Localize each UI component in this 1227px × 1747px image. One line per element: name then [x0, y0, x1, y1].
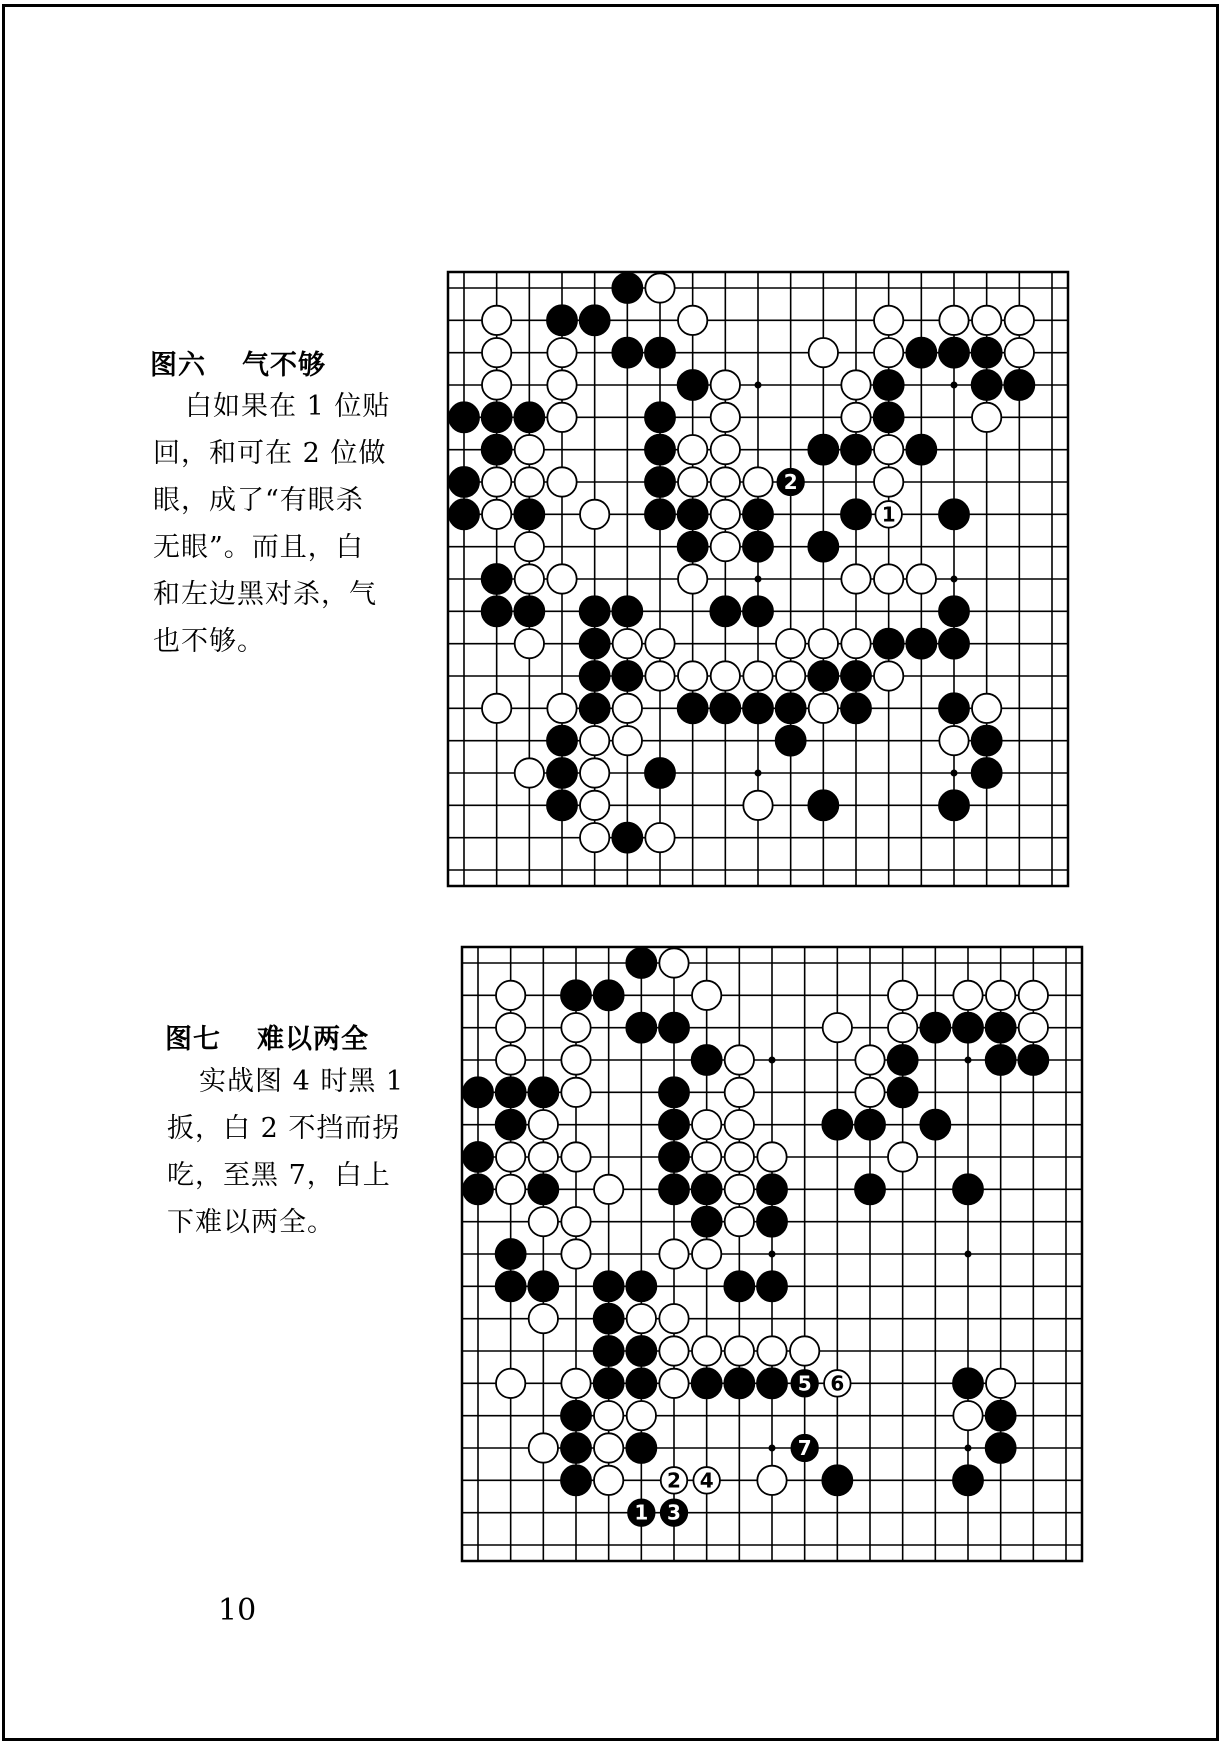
black-stone — [888, 1077, 918, 1107]
black-stone — [626, 948, 656, 978]
black-stone — [547, 305, 577, 335]
white-stone — [953, 1401, 982, 1430]
figure-7-caption — [165, 1017, 369, 1056]
black-stone — [939, 596, 969, 626]
black-stone — [580, 661, 610, 691]
text-line: 下难以两全。 — [167, 1207, 335, 1238]
white-stone — [659, 948, 688, 977]
white-stone — [874, 467, 903, 496]
black-stone — [496, 1239, 526, 1269]
black-stone — [561, 1401, 591, 1431]
white-stone — [561, 1045, 590, 1074]
white-stone — [580, 726, 609, 755]
star-point — [769, 1251, 776, 1258]
white-stone — [725, 1142, 754, 1171]
black-stone — [906, 338, 936, 368]
white-stone — [594, 1433, 623, 1462]
black-stone — [645, 402, 675, 432]
white-stone — [482, 467, 511, 496]
black-stone — [612, 338, 642, 368]
black-stone — [906, 629, 936, 659]
black-stone — [514, 402, 544, 432]
black-stone — [678, 370, 708, 400]
white-stone — [561, 1013, 590, 1042]
white-stone — [659, 1239, 688, 1268]
black-stone — [808, 532, 838, 562]
figure-7-label: 图七 — [165, 1024, 221, 1055]
white-stone — [678, 435, 707, 464]
white-stone — [515, 435, 544, 464]
black-stone — [482, 435, 512, 465]
white-stone — [482, 500, 511, 529]
black-stone — [822, 1465, 852, 1495]
black-stone — [659, 1013, 689, 1043]
white-stone — [515, 467, 544, 496]
white-stone — [692, 1110, 721, 1139]
black-stone — [986, 1401, 1016, 1431]
star-point — [951, 576, 958, 583]
white-stone — [907, 564, 936, 593]
black-stone — [626, 1433, 656, 1463]
white-stone — [496, 1175, 525, 1204]
black-stone — [1004, 370, 1034, 400]
black-stone — [692, 1207, 722, 1237]
black-stone — [757, 1368, 787, 1398]
white-stone — [743, 791, 772, 820]
white-stone — [711, 532, 740, 561]
white-stone — [711, 467, 740, 496]
black-stone — [874, 629, 904, 659]
white-stone — [529, 1110, 558, 1139]
text-line: 吃，至黑 7，白上 — [167, 1160, 391, 1191]
black-stone — [743, 693, 773, 723]
white-stone — [1005, 306, 1034, 335]
white-stone — [841, 629, 870, 658]
white-stone — [482, 306, 511, 335]
black-stone — [594, 1271, 624, 1301]
white-stone — [482, 338, 511, 367]
white-stone — [692, 1142, 721, 1171]
black-stone — [482, 564, 512, 594]
white-stone — [874, 435, 903, 464]
white-stone — [529, 1207, 558, 1236]
white-stone — [496, 1013, 525, 1042]
white-stone — [888, 981, 917, 1010]
black-stone — [678, 532, 708, 562]
black-stone — [463, 1142, 493, 1172]
black-stone — [580, 693, 610, 723]
black-stone — [855, 1110, 885, 1140]
white-stone — [986, 981, 1015, 1010]
white-stone — [725, 1078, 754, 1107]
star-point — [769, 1445, 776, 1452]
black-stone — [953, 1013, 983, 1043]
black-stone — [874, 402, 904, 432]
move-number-label: 4 — [699, 1468, 714, 1493]
white-stone — [939, 726, 968, 755]
black-stone — [449, 467, 479, 497]
white-stone — [659, 1369, 688, 1398]
black-stone — [482, 402, 512, 432]
go-board-figure-6 — [444, 268, 1072, 890]
black-stone — [645, 435, 675, 465]
white-stone — [809, 694, 838, 723]
white-stone — [515, 564, 544, 593]
white-stone — [711, 370, 740, 399]
black-stone — [496, 1271, 526, 1301]
white-stone — [874, 306, 903, 335]
white-stone — [776, 661, 805, 690]
black-stone — [659, 1110, 689, 1140]
black-stone — [841, 661, 871, 691]
white-stone — [972, 306, 1001, 335]
black-stone — [743, 532, 773, 562]
white-stone — [809, 629, 838, 658]
star-point — [965, 1445, 972, 1452]
white-stone — [561, 1369, 590, 1398]
white-stone — [809, 338, 838, 367]
white-stone — [692, 981, 721, 1010]
black-stone — [528, 1271, 558, 1301]
black-stone — [939, 790, 969, 820]
black-stone — [743, 596, 773, 626]
white-stone — [594, 1175, 623, 1204]
black-stone — [626, 1336, 656, 1366]
black-stone — [939, 499, 969, 529]
white-stone — [725, 1110, 754, 1139]
white-stone — [529, 1433, 558, 1462]
black-stone — [1018, 1045, 1048, 1075]
white-stone — [613, 726, 642, 755]
white-stone — [855, 1078, 884, 1107]
black-stone — [757, 1271, 787, 1301]
white-stone — [986, 1369, 1015, 1398]
white-stone — [515, 758, 544, 787]
white-stone — [482, 370, 511, 399]
black-stone — [724, 1271, 754, 1301]
black-stone — [972, 370, 1002, 400]
white-stone — [515, 532, 544, 561]
white-stone — [496, 1369, 525, 1398]
white-stone — [561, 1207, 590, 1236]
star-point — [965, 1057, 972, 1064]
white-stone — [757, 1466, 786, 1495]
black-stone — [561, 1465, 591, 1495]
text-line: 也不够。 — [153, 626, 265, 657]
black-stone — [594, 1368, 624, 1398]
white-stone — [547, 370, 576, 399]
go-board-figure-7 — [458, 943, 1086, 1565]
white-stone — [776, 629, 805, 658]
white-stone — [841, 403, 870, 432]
black-stone — [463, 1174, 493, 1204]
figure-7-text — [167, 1058, 404, 1246]
black-stone — [776, 693, 806, 723]
white-stone — [594, 1466, 623, 1495]
black-stone — [659, 1142, 689, 1172]
white-stone — [939, 306, 968, 335]
move-number-label: 1 — [881, 502, 896, 527]
black-stone — [939, 693, 969, 723]
white-stone — [1005, 338, 1034, 367]
white-stone — [529, 1304, 558, 1333]
white-stone — [547, 564, 576, 593]
figure-7-title: 难以两全 — [257, 1024, 369, 1055]
white-stone — [757, 1336, 786, 1365]
black-stone — [743, 499, 773, 529]
white-stone — [613, 694, 642, 723]
white-stone — [580, 500, 609, 529]
white-stone — [627, 1304, 656, 1333]
black-stone — [841, 693, 871, 723]
black-stone — [547, 790, 577, 820]
white-stone — [645, 629, 674, 658]
white-stone — [888, 1013, 917, 1042]
white-stone — [888, 1142, 917, 1171]
move-number-label: 6 — [830, 1371, 845, 1396]
white-stone — [627, 1401, 656, 1430]
page-number: 10 — [218, 1593, 257, 1628]
white-stone — [580, 791, 609, 820]
black-stone — [547, 726, 577, 756]
star-point — [755, 770, 762, 777]
star-point — [965, 1251, 972, 1258]
black-stone — [920, 1110, 950, 1140]
white-stone — [725, 1207, 754, 1236]
black-stone — [920, 1013, 950, 1043]
black-stone — [645, 338, 675, 368]
white-stone — [547, 403, 576, 432]
black-stone — [594, 980, 624, 1010]
text-line: 白如果在 1 位贴 — [185, 391, 391, 422]
white-stone — [645, 661, 674, 690]
white-stone — [725, 1336, 754, 1365]
black-stone — [594, 1336, 624, 1366]
white-stone — [678, 661, 707, 690]
black-stone — [496, 1110, 526, 1140]
star-point — [755, 576, 762, 583]
text-line: 扳，白 2 不挡而拐 — [167, 1113, 401, 1144]
white-stone — [711, 661, 740, 690]
black-stone — [612, 661, 642, 691]
white-stone — [757, 1142, 786, 1171]
figure-6-caption — [150, 343, 326, 382]
black-stone — [953, 1174, 983, 1204]
black-stone — [678, 499, 708, 529]
black-stone — [692, 1368, 722, 1398]
white-stone — [972, 403, 1001, 432]
black-stone — [449, 499, 479, 529]
black-stone — [514, 596, 544, 626]
white-stone — [659, 1304, 688, 1333]
white-stone — [841, 370, 870, 399]
white-stone — [561, 1142, 590, 1171]
white-stone — [561, 1078, 590, 1107]
white-stone — [874, 338, 903, 367]
move-number-label: 2 — [783, 470, 798, 494]
white-stone — [711, 435, 740, 464]
move-number-label: 7 — [797, 1436, 812, 1460]
white-stone — [678, 306, 707, 335]
black-stone — [986, 1045, 1016, 1075]
black-stone — [855, 1174, 885, 1204]
move-number-label: 5 — [797, 1371, 812, 1396]
text-line: 和左边黑对杀，气 — [153, 579, 377, 610]
black-stone — [612, 823, 642, 853]
white-stone — [547, 338, 576, 367]
black-stone — [972, 338, 1002, 368]
black-stone — [808, 435, 838, 465]
white-stone — [711, 403, 740, 432]
white-stone — [972, 694, 1001, 723]
black-stone — [906, 435, 936, 465]
white-stone — [953, 981, 982, 1010]
white-stone — [659, 1336, 688, 1365]
white-stone — [645, 273, 674, 302]
white-stone — [1019, 1013, 1048, 1042]
black-stone — [645, 467, 675, 497]
white-stone — [678, 467, 707, 496]
black-stone — [939, 629, 969, 659]
black-stone — [692, 1045, 722, 1075]
white-stone — [482, 694, 511, 723]
white-stone — [580, 823, 609, 852]
black-stone — [626, 1013, 656, 1043]
black-stone — [659, 1077, 689, 1107]
star-point — [769, 1057, 776, 1064]
move-number-label: 2 — [667, 1468, 681, 1493]
black-stone — [757, 1174, 787, 1204]
black-stone — [612, 273, 642, 303]
black-stone — [594, 1304, 624, 1334]
black-stone — [580, 596, 610, 626]
move-number-label: 3 — [667, 1500, 681, 1525]
white-stone — [561, 1239, 590, 1268]
white-stone — [529, 1142, 558, 1171]
white-stone — [496, 1142, 525, 1171]
black-stone — [808, 790, 838, 820]
white-stone — [613, 629, 642, 658]
black-stone — [841, 499, 871, 529]
move-number-label: 1 — [634, 1500, 649, 1525]
black-stone — [528, 1077, 558, 1107]
white-stone — [547, 694, 576, 723]
white-stone — [692, 1336, 721, 1365]
black-stone — [645, 499, 675, 529]
black-stone — [547, 758, 577, 788]
white-stone — [725, 1175, 754, 1204]
black-stone — [888, 1045, 918, 1075]
black-stone — [986, 1013, 1016, 1043]
black-stone — [482, 596, 512, 626]
black-stone — [528, 1174, 558, 1204]
star-point — [755, 382, 762, 389]
star-point — [951, 382, 958, 389]
black-stone — [612, 596, 642, 626]
white-stone — [645, 823, 674, 852]
black-stone — [939, 338, 969, 368]
black-stone — [496, 1077, 526, 1107]
star-point — [951, 770, 958, 777]
black-stone — [953, 1368, 983, 1398]
black-stone — [776, 726, 806, 756]
white-stone — [725, 1045, 754, 1074]
black-stone — [808, 661, 838, 691]
white-stone — [580, 758, 609, 787]
black-stone — [463, 1077, 493, 1107]
black-stone — [659, 1174, 689, 1204]
black-stone — [449, 402, 479, 432]
black-stone — [580, 305, 610, 335]
black-stone — [626, 1271, 656, 1301]
white-stone — [678, 564, 707, 593]
black-stone — [874, 370, 904, 400]
black-stone — [953, 1465, 983, 1495]
white-stone — [692, 1239, 721, 1268]
black-stone — [580, 629, 610, 659]
white-stone — [496, 1045, 525, 1074]
white-stone — [594, 1401, 623, 1430]
black-stone — [724, 1368, 754, 1398]
figure-6-label: 图六 — [150, 350, 206, 381]
black-stone — [678, 693, 708, 723]
white-stone — [1019, 981, 1048, 1010]
black-stone — [561, 1433, 591, 1463]
white-stone — [790, 1336, 819, 1365]
white-stone — [711, 500, 740, 529]
black-stone — [841, 435, 871, 465]
black-stone — [514, 499, 544, 529]
black-stone — [757, 1207, 787, 1237]
black-stone — [822, 1110, 852, 1140]
text-line: 实战图 4 时黑 1 — [199, 1066, 405, 1097]
black-stone — [710, 596, 740, 626]
black-stone — [645, 758, 675, 788]
white-stone — [547, 467, 576, 496]
white-stone — [855, 1045, 884, 1074]
figure-6-title: 气不够 — [242, 350, 326, 381]
white-stone — [874, 564, 903, 593]
text-line: 无眼”。而且，白 — [153, 532, 364, 563]
white-stone — [496, 981, 525, 1010]
text-line: 眼，成了“有眼杀 — [153, 485, 364, 516]
black-stone — [972, 758, 1002, 788]
white-stone — [743, 661, 772, 690]
black-stone — [692, 1174, 722, 1204]
text-line: 回，和可在 2 位做 — [153, 438, 387, 469]
white-stone — [874, 661, 903, 690]
white-stone — [743, 467, 772, 496]
black-stone — [561, 980, 591, 1010]
black-stone — [710, 693, 740, 723]
white-stone — [515, 629, 544, 658]
black-stone — [972, 726, 1002, 756]
white-stone — [841, 564, 870, 593]
black-stone — [626, 1368, 656, 1398]
figure-6-text — [153, 383, 390, 665]
white-stone — [823, 1013, 852, 1042]
black-stone — [986, 1433, 1016, 1463]
